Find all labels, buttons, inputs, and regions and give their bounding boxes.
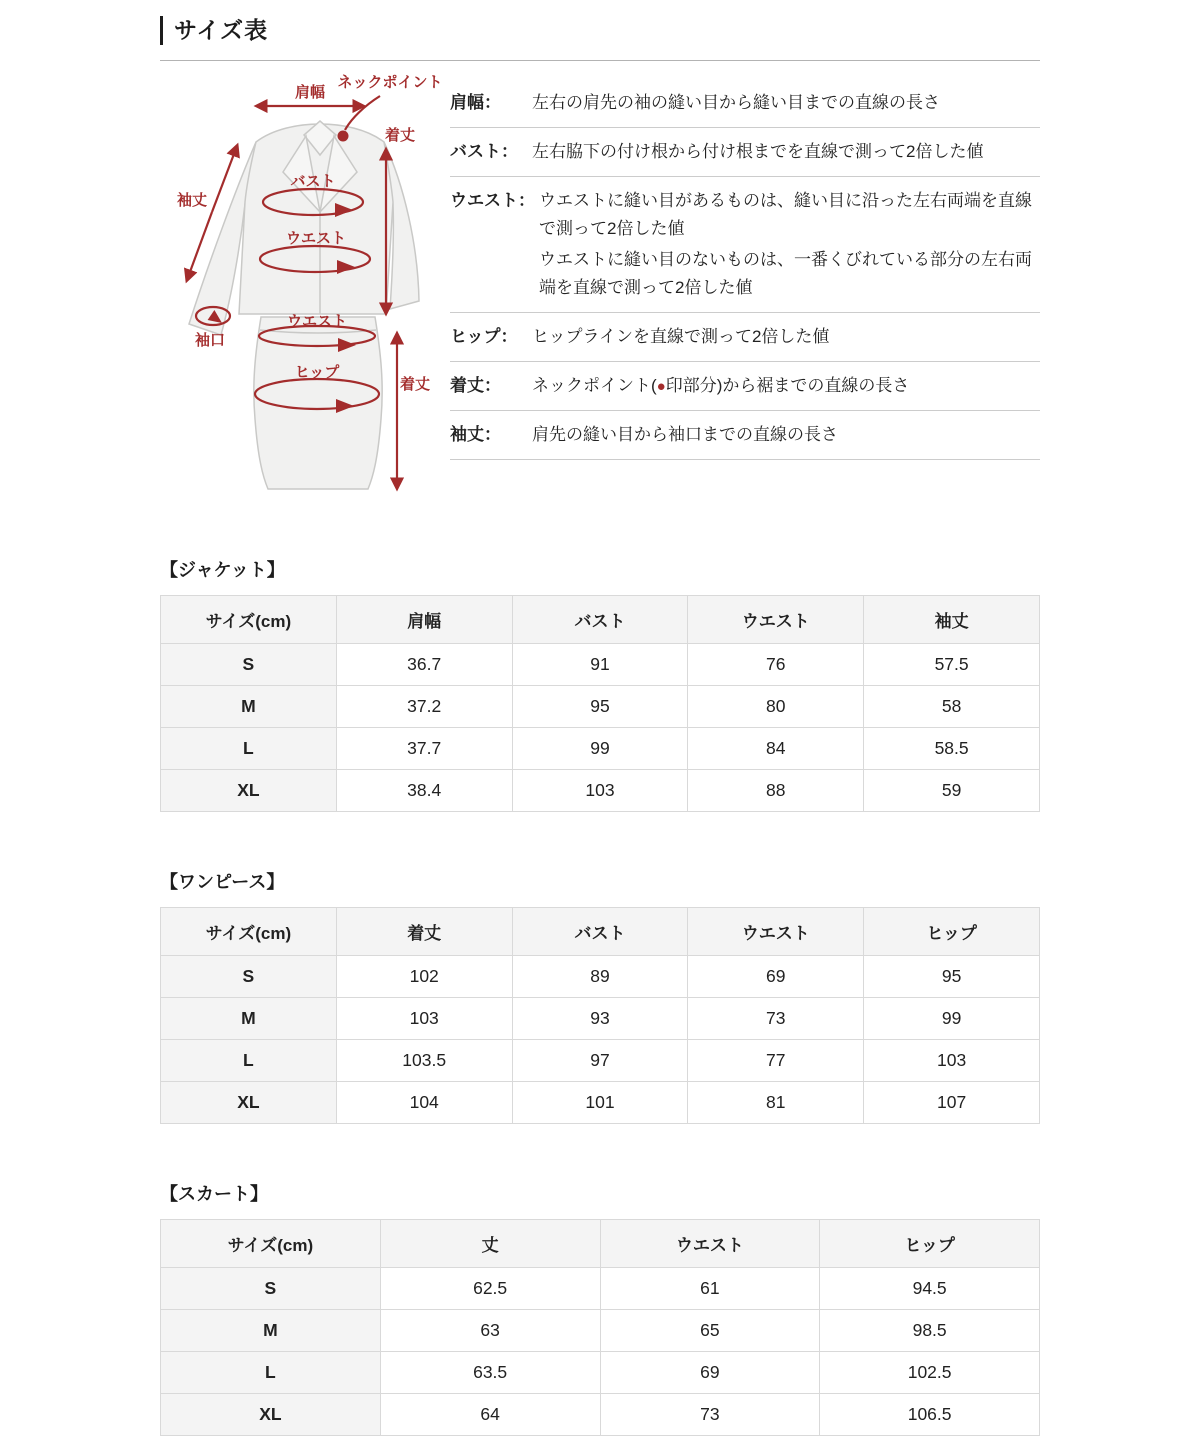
value-cell: 69 xyxy=(688,955,864,997)
column-header: 袖丈 xyxy=(864,595,1040,643)
value-cell: 104 xyxy=(336,1081,512,1123)
definition-row-shoulder xyxy=(450,79,1040,128)
column-header: ウエスト xyxy=(600,1219,820,1267)
jacket-outline xyxy=(189,121,419,335)
value-cell: 94.5 xyxy=(820,1267,1040,1309)
size-label-cell: XL xyxy=(161,1081,337,1123)
size-label-cell: L xyxy=(161,1351,381,1393)
value-cell: 69 xyxy=(600,1351,820,1393)
column-header: 肩幅 xyxy=(336,595,512,643)
value-cell: 73 xyxy=(688,997,864,1039)
jacket-section-heading: 【ジャケット】 xyxy=(160,559,285,580)
onepiece-size-table xyxy=(160,907,1040,1124)
definition-term: バスト： xyxy=(450,141,518,161)
value-cell: 36.7 xyxy=(336,643,512,685)
definition-row-waist xyxy=(450,177,1040,313)
value-cell: 65 xyxy=(600,1309,820,1351)
value-cell: 80 xyxy=(688,685,864,727)
value-cell: 89 xyxy=(512,955,688,997)
header-row xyxy=(161,1219,1040,1267)
column-header: 丈 xyxy=(380,1219,600,1267)
value-cell: 107 xyxy=(864,1081,1040,1123)
title-divider xyxy=(160,60,1040,61)
value-cell: 99 xyxy=(864,997,1040,1039)
size-label-cell: S xyxy=(161,955,337,997)
size-label-cell: L xyxy=(161,727,337,769)
definition-desc: ウエストに縫い目があるものは、縫い目に沿った左右両端を直線で測って2倍した値 ウエストに縫い目のないものは、一番くびれている部分の左右両端を直線で測って2倍した値 xyxy=(539,190,1032,297)
skirt-waist-label: ウエスト xyxy=(286,312,348,330)
value-cell: 93 xyxy=(512,997,688,1039)
jacket-size-table xyxy=(160,595,1040,812)
table-row xyxy=(161,1267,1040,1309)
bust-label: バスト xyxy=(290,172,336,190)
size-label-cell: S xyxy=(161,1267,381,1309)
table-row xyxy=(161,1081,1040,1123)
column-header: バスト xyxy=(512,595,688,643)
size-chart-page xyxy=(160,0,1040,1436)
value-cell: 73 xyxy=(600,1393,820,1435)
size-label-cell: M xyxy=(161,997,337,1039)
table-row xyxy=(161,1351,1040,1393)
value-cell: 103 xyxy=(864,1039,1040,1081)
skirt-size-table xyxy=(160,1219,1040,1436)
shoulder-width-label: 肩幅 xyxy=(294,83,326,101)
value-cell: 37.7 xyxy=(336,727,512,769)
skirt-section-heading: 【スカート】 xyxy=(160,1183,268,1204)
table-row xyxy=(161,643,1040,685)
onepiece-section-heading: 【ワンピース】 xyxy=(160,871,285,892)
table-row xyxy=(161,1309,1040,1351)
column-header: ウエスト xyxy=(688,595,864,643)
definition-desc: 左右の肩先の袖の縫い目から縫い目までの直線の長さ xyxy=(532,92,940,112)
column-header: 着丈 xyxy=(336,907,512,955)
sleeve-length-label: 袖丈 xyxy=(176,191,208,209)
definitions-list xyxy=(450,69,1040,460)
value-cell: 84 xyxy=(688,727,864,769)
value-cell: 38.4 xyxy=(336,769,512,811)
value-cell: 91 xyxy=(512,643,688,685)
cuff-label: 袖口 xyxy=(194,331,226,349)
neck-point-dot xyxy=(338,130,349,141)
value-cell: 101 xyxy=(512,1081,688,1123)
measurement-diagram xyxy=(160,69,450,514)
neck-point-pointer-line xyxy=(345,96,380,130)
value-cell: 81 xyxy=(688,1081,864,1123)
value-cell: 95 xyxy=(512,685,688,727)
table-row xyxy=(161,685,1040,727)
page-title: サイズ表 xyxy=(160,16,1040,45)
definition-row-hip xyxy=(450,313,1040,362)
value-cell: 58.5 xyxy=(864,727,1040,769)
column-header: ウエスト xyxy=(688,907,864,955)
definition-term: 肩幅： xyxy=(450,92,501,112)
size-label-cell: M xyxy=(161,1309,381,1351)
value-cell: 102.5 xyxy=(820,1351,1040,1393)
column-header: サイズ(cm) xyxy=(161,595,337,643)
value-cell: 98.5 xyxy=(820,1309,1040,1351)
onepiece-size-section xyxy=(160,868,1040,1124)
size-label-cell: XL xyxy=(161,1393,381,1435)
column-header: サイズ(cm) xyxy=(161,907,337,955)
definition-row-sleeve xyxy=(450,411,1040,460)
column-header: ヒップ xyxy=(820,1219,1040,1267)
value-cell: 103 xyxy=(512,769,688,811)
skirt-size-section xyxy=(160,1180,1040,1436)
size-label-cell: M xyxy=(161,685,337,727)
definition-desc: ネックポイント(●印部分)から裾までの直線の長さ xyxy=(532,376,910,396)
value-cell: 88 xyxy=(688,769,864,811)
value-cell: 95 xyxy=(864,955,1040,997)
definition-row-bust xyxy=(450,128,1040,177)
value-cell: 62.5 xyxy=(380,1267,600,1309)
column-header: ヒップ xyxy=(864,907,1040,955)
value-cell: 103.5 xyxy=(336,1039,512,1081)
value-cell: 76 xyxy=(688,643,864,685)
size-label-cell: XL xyxy=(161,769,337,811)
jacket-waist-label: ウエスト xyxy=(285,229,347,247)
skirt-length-label: 着丈 xyxy=(399,375,431,393)
jacket-length-label: 着丈 xyxy=(384,126,416,144)
definition-desc: 肩先の縫い目から袖口までの直線の長さ xyxy=(532,425,838,445)
value-cell: 106.5 xyxy=(820,1393,1040,1435)
neck-point-dot-glyph: ● xyxy=(656,378,666,396)
definition-desc: ヒップラインを直線で測って2倍した値 xyxy=(532,327,830,347)
definition-row-length xyxy=(450,362,1040,411)
definition-term: ヒップ： xyxy=(450,327,518,347)
table-row xyxy=(161,955,1040,997)
measurement-guide-section xyxy=(160,69,1040,514)
size-label-cell: S xyxy=(161,643,337,685)
header-row xyxy=(161,907,1040,955)
value-cell: 57.5 xyxy=(864,643,1040,685)
value-cell: 59 xyxy=(864,769,1040,811)
definition-term: 袖丈： xyxy=(450,425,501,445)
value-cell: 99 xyxy=(512,727,688,769)
value-cell: 97 xyxy=(512,1039,688,1081)
table-row xyxy=(161,1039,1040,1081)
table-row xyxy=(161,769,1040,811)
hip-label: ヒップ xyxy=(294,363,340,381)
value-cell: 64 xyxy=(380,1393,600,1435)
garment-diagram-svg xyxy=(160,69,450,509)
value-cell: 103 xyxy=(336,997,512,1039)
definition-term: ウエスト： xyxy=(450,190,535,210)
size-label-cell: L xyxy=(161,1039,337,1081)
value-cell: 61 xyxy=(600,1267,820,1309)
jacket-size-section xyxy=(160,556,1040,812)
value-cell: 58 xyxy=(864,685,1040,727)
column-header: バスト xyxy=(512,907,688,955)
neck-point-label: ネックポイント xyxy=(337,73,443,91)
definition-term: 着丈： xyxy=(450,376,501,396)
table-row xyxy=(161,997,1040,1039)
value-cell: 37.2 xyxy=(336,685,512,727)
value-cell: 77 xyxy=(688,1039,864,1081)
value-cell: 63.5 xyxy=(380,1351,600,1393)
column-header: サイズ(cm) xyxy=(161,1219,381,1267)
table-row xyxy=(161,1393,1040,1435)
table-row xyxy=(161,727,1040,769)
value-cell: 102 xyxy=(336,955,512,997)
definition-desc: 左右脇下の付け根から付け根までを直線で測って2倍した値 xyxy=(532,141,984,161)
value-cell: 63 xyxy=(380,1309,600,1351)
header-row xyxy=(161,595,1040,643)
